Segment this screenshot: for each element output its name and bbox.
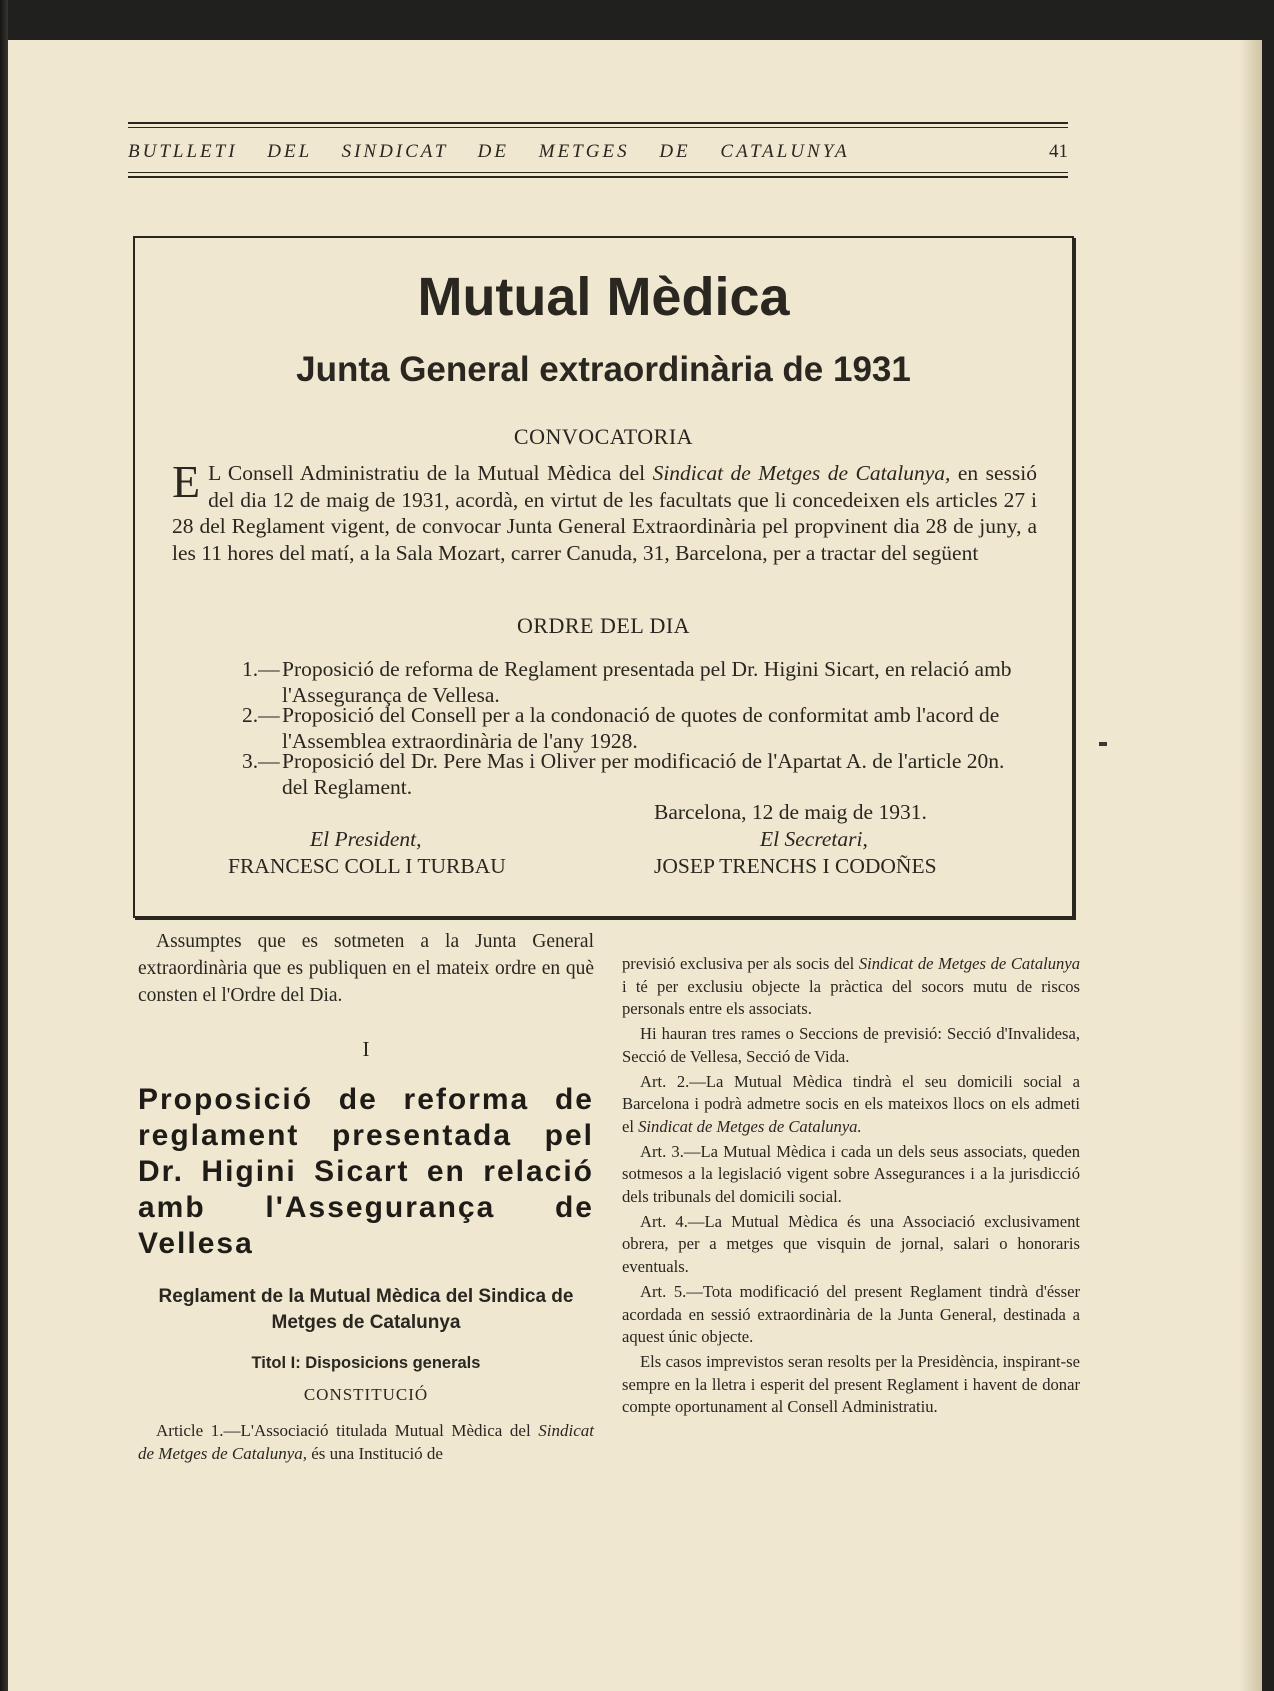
header-rule-bottom-thick [128,176,1068,178]
convocatoria-paragraph [172,456,1037,566]
title-heading: Titol I: Disposicions generals [251,1354,481,1372]
constitucio-heading: CONSTITUCIÓ [303,1385,429,1404]
text: previsió exclusiva per als socis del [622,954,859,973]
text: i té per exclusiu objecte la pràctica del socors mutu de riscos personals entre els associats. [622,976,1080,1019]
agenda-item-1 [242,656,1032,708]
section-roman-numeral: I [362,1037,370,1061]
notice-box-shadow-right [1072,238,1076,920]
article-5: Art. 5.—Tota modificació del present Reglament tindrà d'ésser acordada en sessió extraordinària de la Junta General, destinada a aquest únic objecte. [622,1281,1080,1347]
left-column [138,928,594,1465]
agenda-item-3 [242,748,1032,800]
italic-text: Sindicat de Metges de Catalunya. [638,1116,862,1136]
article-1 [138,1419,594,1465]
proposal-heading: Proposició de reforma de reglament presentada pel Dr. Higini Sicart en relació amb l'Assegurança de Vellesa [138,1083,594,1260]
intro-paragraph: Assumptes que es sotmeten a la Junta General extraordinària que es publiquen en el mateix ordre en què consten el l'Ordre del Dia. [138,931,594,1006]
article-1-text: Article 1.—L'Associació titulada Mutual Mèdica del [156,1421,539,1440]
unforeseen-cases-paragraph: Els casos imprevistos seran resolts per la Presidència, inspirant-se sempre en la lletra i esperit del present Reglament i havent de donar compte oportunament al Consell Administratiu. [622,1351,1080,1417]
agenda-text: Proposició del Consell per a la condonació de quotes de conformitat amb l'acord de l'Assemblea extraordinària de l'any 1928. [282,703,1000,753]
drop-cap: E [172,456,201,507]
header-rule-bottom [128,172,1068,173]
president-role: El President, [310,827,422,851]
agenda-text: Proposició del Dr. Pere Mas i Oliver per modificació de l'Apartat A. de l'article 20n. del Reglament. [282,749,1005,799]
sections-paragraph: Hi hauran tres rames o Seccions de previsió: Secció d'Invalidesa, Secció de Vellesa, Secció de Vida. [622,1024,1080,1066]
page-number: 41 [1049,141,1068,162]
notice-box [133,236,1074,918]
scan-mark [1099,742,1107,746]
running-title: BUTLLETI DEL SINDICAT DE METGES DE CATALUNYA [128,141,850,162]
header-rule-top [128,122,1068,124]
secretary-role: El Secretari, [760,827,868,851]
article-2 [622,1071,1080,1139]
notice-title: Mutual Mèdica [417,267,790,327]
paragraph-italic: Sindicat de Metges de Catalunya, [652,461,951,485]
notice-box-shadow-bottom [135,916,1076,920]
italic-text: Sindicat de Metges de Catalunya [858,954,1080,973]
convocatoria-heading: CONVOCATORIA [513,424,694,449]
article-1-continued [622,953,1080,1021]
page-edge-shadow [1240,40,1262,1691]
agenda-text: Proposició de reforma de Reglament presentada pel Dr. Higini Sicart, en relació amb l'Assegurança de Vellesa. [282,657,1012,707]
date-line: Barcelona, 12 de maig de 1931. [654,800,927,824]
scan-binding-edge [0,0,8,1691]
agenda-number: 3.— [242,749,280,773]
paragraph-text: L Consell Administratiu de la Mutual Mèdica del [208,461,653,485]
running-header [128,141,1068,171]
article-3: Art. 3.—La Mutual Mèdica i cada un dels seus associats, queden sotmesos a la legislació vigent sobre Assegurances i a la jurisdicció dels tribunals del domicili social. [622,1141,1080,1207]
ordre-heading: ORDRE DEL DIA [516,613,691,638]
paragraph-text-cont: en sessió del dia 12 de maig de 1931, acordà, en virtut de les facultats que li concedeixen els articles 27 i 28 del Reglament vigent, de convocar Junta General Extraordinària pel propvinent dia 28 de juny, a les 11 hores del matí, a la Sala Mozart, carrer Canuda, 31, Barcelona, per a tractar del següent [172,461,1037,565]
notice-subtitle: Junta General extraordinària de 1931 [296,350,911,389]
article-4: Art. 4.—La Mutual Mèdica és una Associació exclusivament obrera, per a metges que visquin de jornal, salari o honoraris eventuals. [622,1211,1080,1277]
article-1-text-cont: és una Institució de [307,1444,443,1463]
agenda-number: 1.— [242,657,280,681]
agenda-number: 2.— [242,703,280,727]
agenda-item-2 [242,702,1032,754]
text: Art. 2.—La Mutual Mèdica tindrà el seu domicili social a Barcelona i podrà admetre socis en els mateixos llocs on els admeti el [622,1071,1080,1136]
right-column [622,953,1080,1419]
president-name: FRANCESC COLL I TURBAU [228,854,506,878]
header-rule-top-thin [128,127,1068,128]
article-1-italic: Sindicat de Metges de Catalunya, [138,1421,594,1463]
regulation-heading: Reglament de la Mutual Mèdica del Sindica de Metges de Catalunya [158,1286,574,1333]
secretary-name: JOSEP TRENCHS I CODOÑES [654,854,937,878]
